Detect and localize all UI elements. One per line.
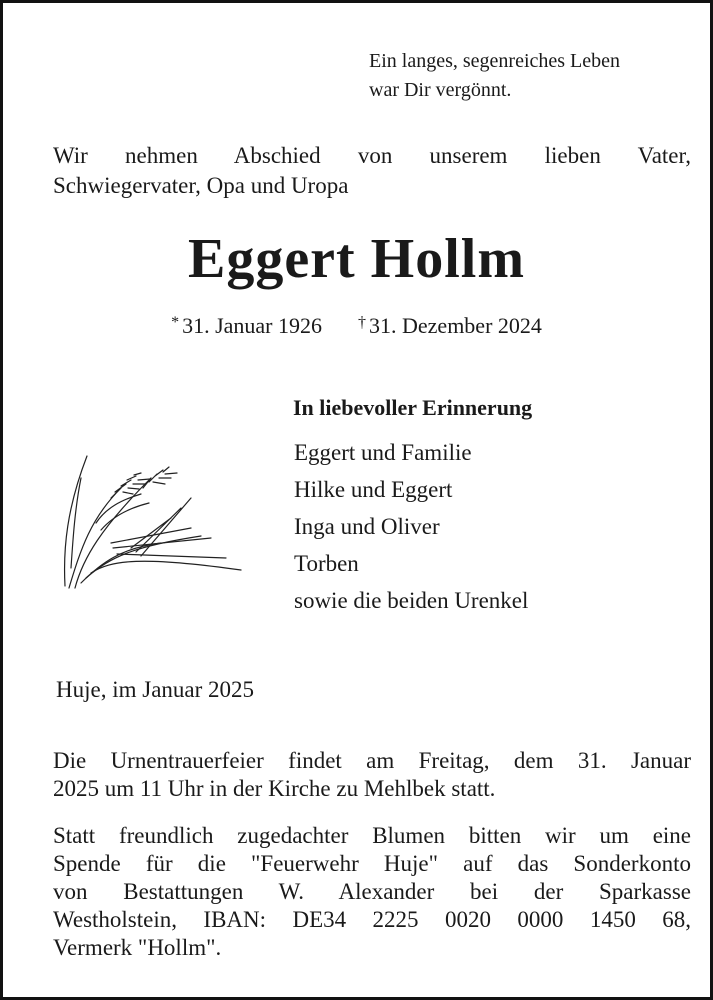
ceremony-text	[53, 747, 691, 803]
mourner-item: Hilke und Eggert	[294, 477, 453, 502]
ceremony-line-2: 2025 um 11 Uhr in der Kirche zu Mehlbek statt.	[53, 776, 496, 801]
mourners-title: In liebevoller Erinnerung	[293, 395, 533, 420]
donation-text	[53, 822, 691, 962]
intro-text	[53, 141, 691, 201]
death-symbol: †	[358, 314, 367, 331]
birth-symbol: *	[171, 314, 180, 331]
quote-line-2: war Dir vergönnt.	[369, 79, 512, 101]
mourner-item: Inga und Oliver	[294, 514, 440, 539]
deceased-name: Eggert Hollm	[187, 228, 526, 290]
quote-line-1: Ein langes, segenreiches Leben	[369, 50, 621, 72]
birth-date: 31. Januar 1926	[182, 313, 323, 338]
mourner-item: Torben	[294, 551, 359, 576]
death-date: 31. Dezember 2024	[369, 313, 542, 338]
donation-line: Vermerk "Hollm".	[53, 935, 222, 960]
donation-line: Westholstein, IBAN: DE34 2225 0020 0000 1450 68,	[53, 907, 691, 932]
ceremony-line-1: Die Urnentrauerfeier findet am Freitag, dem 31. Januar	[53, 748, 691, 773]
mourners-list	[294, 434, 528, 619]
intro-line-1: Wir nehmen Abschied von unserem lieben Vater,	[53, 143, 691, 168]
mourner-item: Eggert und Familie	[294, 440, 472, 465]
donation-line: Spende für die "Feuerwehr Huje" auf das Sonderkonto	[53, 851, 691, 876]
donation-line: Statt freundlich zugedachter Blumen bitten wir um eine	[53, 823, 691, 848]
donation-line: von Bestattungen W. Alexander bei der Sparkasse	[53, 879, 691, 904]
wheat-ears-icon	[51, 448, 251, 598]
place-date: Huje, im Januar 2025	[56, 677, 255, 702]
mourner-item: sowie die beiden Urenkel	[294, 588, 529, 613]
quote	[369, 47, 620, 105]
intro-line-2: Schwiegervater, Opa und Uropa	[53, 173, 349, 198]
life-dates	[3, 313, 710, 339]
